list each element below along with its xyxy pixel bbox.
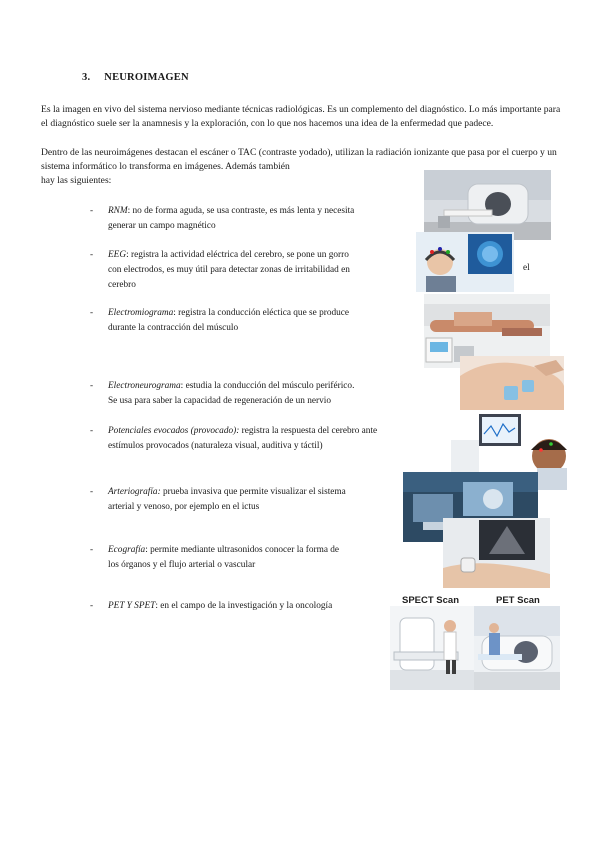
section-number: 3.: [82, 72, 91, 83]
term-arteriografia: Arteriografía:: [108, 487, 161, 497]
pet-scanner-image: [474, 606, 560, 690]
neuroimaging-paragraph-end: hay las siguientes:: [41, 175, 112, 186]
term-electromiograma: Electromiograma: [108, 308, 174, 318]
term-eeg: EEG: [108, 250, 127, 260]
electroneurogram-image: [460, 356, 564, 412]
pet-scan-label: PET Scan: [496, 595, 540, 606]
section-title: NEUROIMAGEN: [104, 72, 189, 83]
neuroimaging-paragraph: Dentro de las neuroimágenes destacan el escáner o TAC (contraste yodado), utilizan la radiación ionizante que pasa por el cuerpo y un sistema informático lo transforma en imágenes. Además también: [41, 147, 557, 172]
spect-scanner-image: [390, 606, 474, 690]
eeg-tail-text: el: [523, 263, 530, 273]
eeg-image: [416, 232, 514, 292]
intro-paragraph: Es la imagen en vivo del sistema nervioso mediante técnicas radiológicas. Es un complemento del diagnóstico. Lo más importante para el diagnóstico suele ser la anamnesis y la exploración, con lo que nos hacemos una idea de la enfermedad que padece.: [41, 104, 561, 129]
term-pet-spet: PET Y SPET: [108, 601, 156, 611]
term-electroneurograma: Electroneurograma: [108, 381, 181, 391]
spect-scan-label: SPECT Scan: [402, 595, 460, 606]
term-rnm: RNM: [108, 206, 128, 216]
mri-scanner-image: [424, 170, 551, 240]
section-heading: [82, 72, 189, 83]
term-ecografia: Ecografía: [108, 545, 146, 555]
ultrasound-image: [443, 518, 550, 588]
term-potenciales-evocados: Potenciales evocados (provocado):: [108, 426, 240, 436]
